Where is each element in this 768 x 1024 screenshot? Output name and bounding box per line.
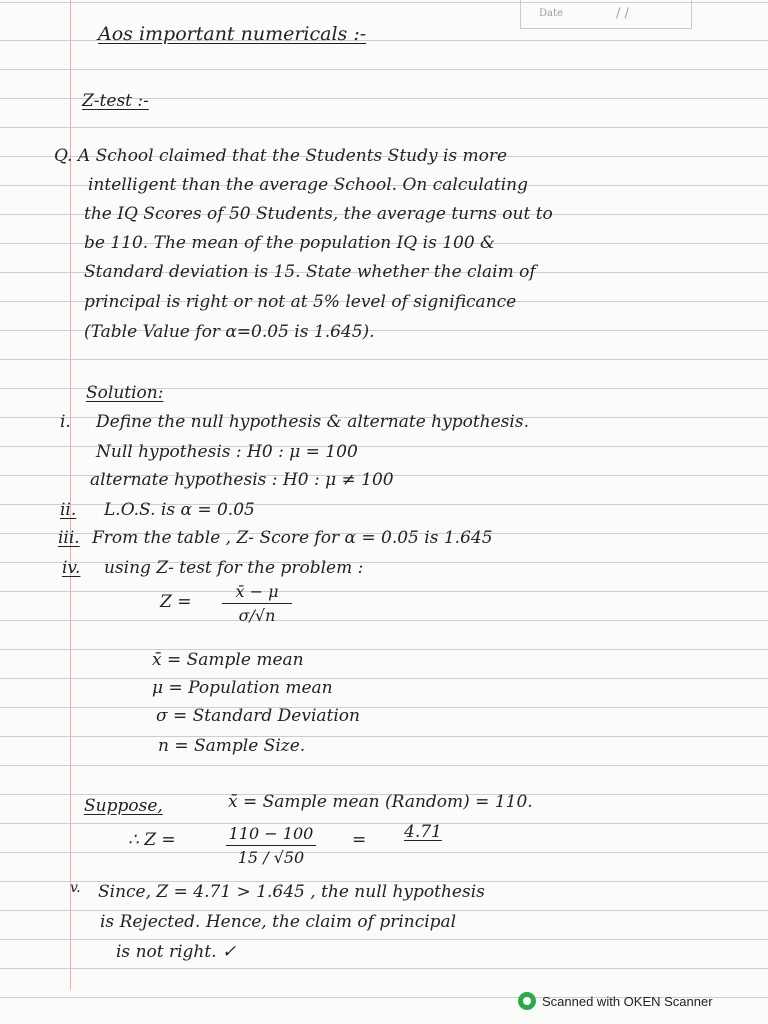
date-slashes: / / bbox=[616, 6, 629, 21]
step-number: i. bbox=[60, 412, 71, 432]
solution-label: Solution: bbox=[86, 383, 164, 403]
conclusion-line: is not right. ✓ bbox=[116, 942, 237, 962]
date-box bbox=[520, 0, 692, 29]
scanner-text: Scanned with OKEN Scanner bbox=[542, 993, 713, 1009]
scanner-logo-icon bbox=[518, 992, 536, 1010]
section-label: Z-test :- bbox=[82, 91, 149, 111]
z-numerator: 110 − 100 bbox=[228, 824, 314, 843]
scanner-watermark bbox=[518, 990, 713, 1012]
definition: μ = Population mean bbox=[152, 678, 333, 698]
definition: x̄ = Sample mean bbox=[152, 650, 304, 670]
question-line: intelligent than the average School. On calculating bbox=[88, 175, 528, 195]
z-equals: = bbox=[352, 830, 367, 850]
z-result: 4.71 bbox=[404, 822, 442, 842]
question-line: (Table Value for α=0.05 is 1.645). bbox=[84, 322, 375, 342]
formula-lhs: Z = bbox=[160, 592, 192, 612]
step-text: using Z- test for the problem : bbox=[104, 558, 364, 578]
z-formula-fraction bbox=[222, 582, 292, 625]
definition: σ = Standard Deviation bbox=[156, 706, 360, 726]
formula-numerator: x̄ − μ bbox=[235, 582, 279, 601]
z-denominator: 15 / √50 bbox=[237, 848, 305, 867]
step-text: From the table , Z- Score for α = 0.05 is 1.645 bbox=[92, 528, 493, 548]
null-hypothesis: Null hypothesis : H0 : μ = 100 bbox=[96, 442, 358, 462]
date-label: Date bbox=[539, 8, 563, 19]
z-value-fraction bbox=[226, 824, 316, 867]
question-line: the IQ Scores of 50 Students, the average turns out to bbox=[84, 204, 553, 224]
question-line: be 110. The mean of the population IQ is 100 & bbox=[84, 233, 496, 253]
alternate-hypothesis: alternate hypothesis : H0 : μ ≠ 100 bbox=[90, 470, 394, 490]
step-text: Define the null hypothesis & alternate hypothesis. bbox=[96, 412, 529, 432]
page-title: Aos important numericals :- bbox=[98, 23, 367, 45]
fraction-bar bbox=[222, 603, 292, 604]
suppose-text: x̄ = Sample mean (Random) = 110. bbox=[228, 792, 533, 812]
step-number: iii. bbox=[58, 528, 80, 548]
z-lhs: ∴ Z = bbox=[128, 830, 176, 850]
suppose-label: Suppose, bbox=[84, 796, 163, 816]
formula-denominator: σ/√n bbox=[238, 606, 276, 625]
definition: n = Sample Size. bbox=[158, 736, 306, 756]
fraction-bar bbox=[226, 845, 316, 846]
question-line: principal is right or not at 5% level of significance bbox=[84, 292, 517, 312]
step-number: ii. bbox=[60, 500, 77, 520]
conclusion-line: is Rejected. Hence, the claim of principal bbox=[100, 912, 457, 932]
step-number: iv. bbox=[62, 558, 81, 578]
conclusion-line: Since, Z = 4.71 > 1.645 , the null hypothesis bbox=[98, 882, 485, 902]
question-line: Standard deviation is 15. State whether the claim of bbox=[84, 262, 536, 282]
step-text: L.O.S. is α = 0.05 bbox=[104, 500, 255, 520]
question-line: Q. A School claimed that the Students Study is more bbox=[54, 146, 508, 166]
step-number: v. bbox=[70, 880, 81, 896]
